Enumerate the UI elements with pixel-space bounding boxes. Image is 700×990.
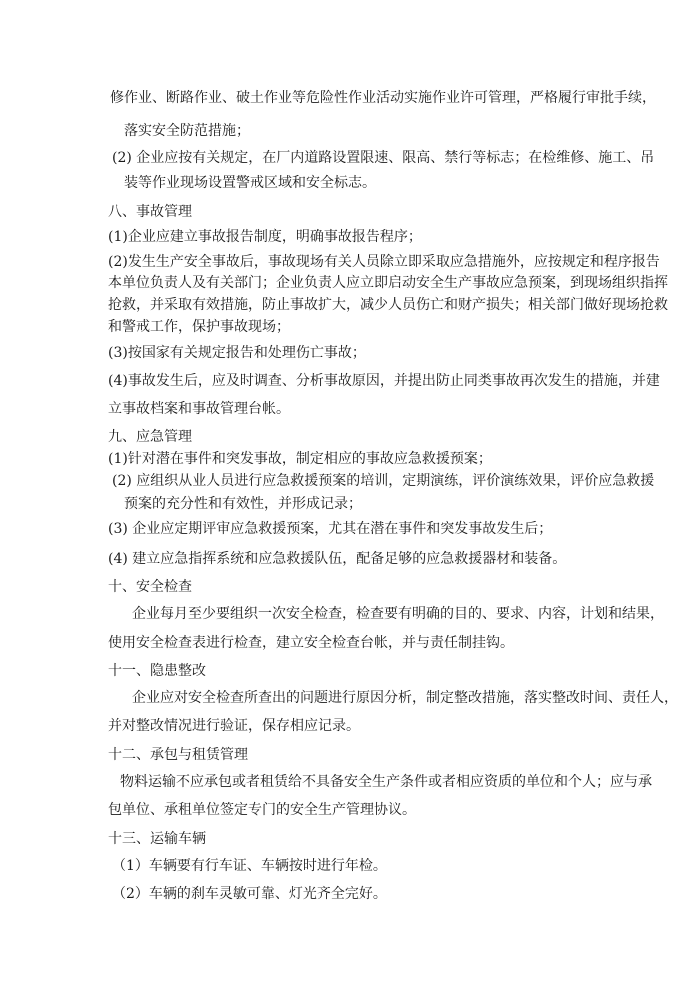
section-heading: 十、安全检查	[108, 579, 192, 595]
text-line: 预案的充分性和有效性，并形成记录；	[124, 496, 362, 512]
text-line: （2）车辆的刹车灵敏可靠、灯光齐全完好。	[112, 886, 387, 902]
text-line: 本单位负责人及有关部门；企业负责人应立即启动安全生产事故应急预案，到现场组织指挥	[108, 275, 668, 291]
text-line: 使用安全检查表进行检查，建立安全检查台帐，并与责任制挂钩。	[108, 635, 514, 651]
text-line: 企业应对安全检查所查出的问题进行原因分析，制定整改措施，落实整改时间、责任人，	[132, 690, 678, 706]
section-heading: 十二、承包与租赁管理	[108, 747, 248, 763]
text-line: 并对整改情况进行验证，保存相应记录。	[108, 718, 360, 734]
text-line: (4) 建立应急指挥系统和应急救援队伍，配备足够的应急救援器材和装备。	[108, 551, 567, 567]
text-line: 物料运输不应承包或者租赁给不具备安全生产条件或者相应资质的单位和个人；应与承	[120, 774, 652, 790]
text-line: 抢救，并采取有效措施，防止事故扩大，减少人员伤亡和财产损失；相关部门做好现场抢救	[108, 297, 668, 313]
text-line: (1)企业应建立事故报告制度，明确事故报告程序；	[108, 229, 422, 245]
section-heading: 八、事故管理	[108, 204, 192, 220]
text-line: (3)按国家有关规定报告和处理伤亡事故；	[108, 345, 366, 361]
section-heading: 十一、隐患整改	[108, 663, 206, 679]
text-line: 和警戒工作，保护事故现场；	[108, 319, 290, 335]
text-line: 落实安全防范措施；	[124, 123, 250, 139]
text-line: 修作业、断路作业、破土作业等危险性作业活动实施作业许可管理，严格履行审批手续，	[110, 90, 656, 106]
text-line: (4)事故发生后，应及时调查、分析事故原因，并提出防止同类事故再次发生的措施，并建	[108, 373, 660, 389]
section-heading: 九、应急管理	[108, 429, 192, 445]
text-line: （1）车辆要有行车证、车辆按时进行年检。	[112, 858, 387, 874]
text-line: (2) 企业应按有关规定，在厂内道路设置限速、限高、禁行等标志；在检维修、施工、吊	[112, 150, 655, 166]
text-line: (1)针对潜在事件和突发事故，制定相应的事故应急救援预案；	[108, 451, 492, 467]
text-line: 装等作业现场设置警戒区域和安全标志。	[124, 175, 376, 191]
text-line: (3) 企业应定期评审应急救援预案，尤其在潜在事件和突发事故发生后；	[108, 521, 553, 537]
text-line: 包单位、承租单位签定专门的安全生产管理协议。	[108, 802, 416, 818]
text-line: (2) 应组织从业人员进行应急救援预案的培训，定期演练，评价演练效果，评价应急救援	[112, 473, 655, 489]
text-line: 企业每月至少要组织一次安全检查，检查要有明确的目的、要求、内容，计划和结果，	[132, 606, 664, 622]
text-line: 立事故档案和事故管理台帐。	[108, 401, 290, 417]
section-heading: 十三、运输车辆	[108, 831, 206, 847]
text-line: (2)发生生产安全事故后，事故现场有关人员除立即采取应急措施外，应按规定和程序报告	[108, 254, 660, 270]
